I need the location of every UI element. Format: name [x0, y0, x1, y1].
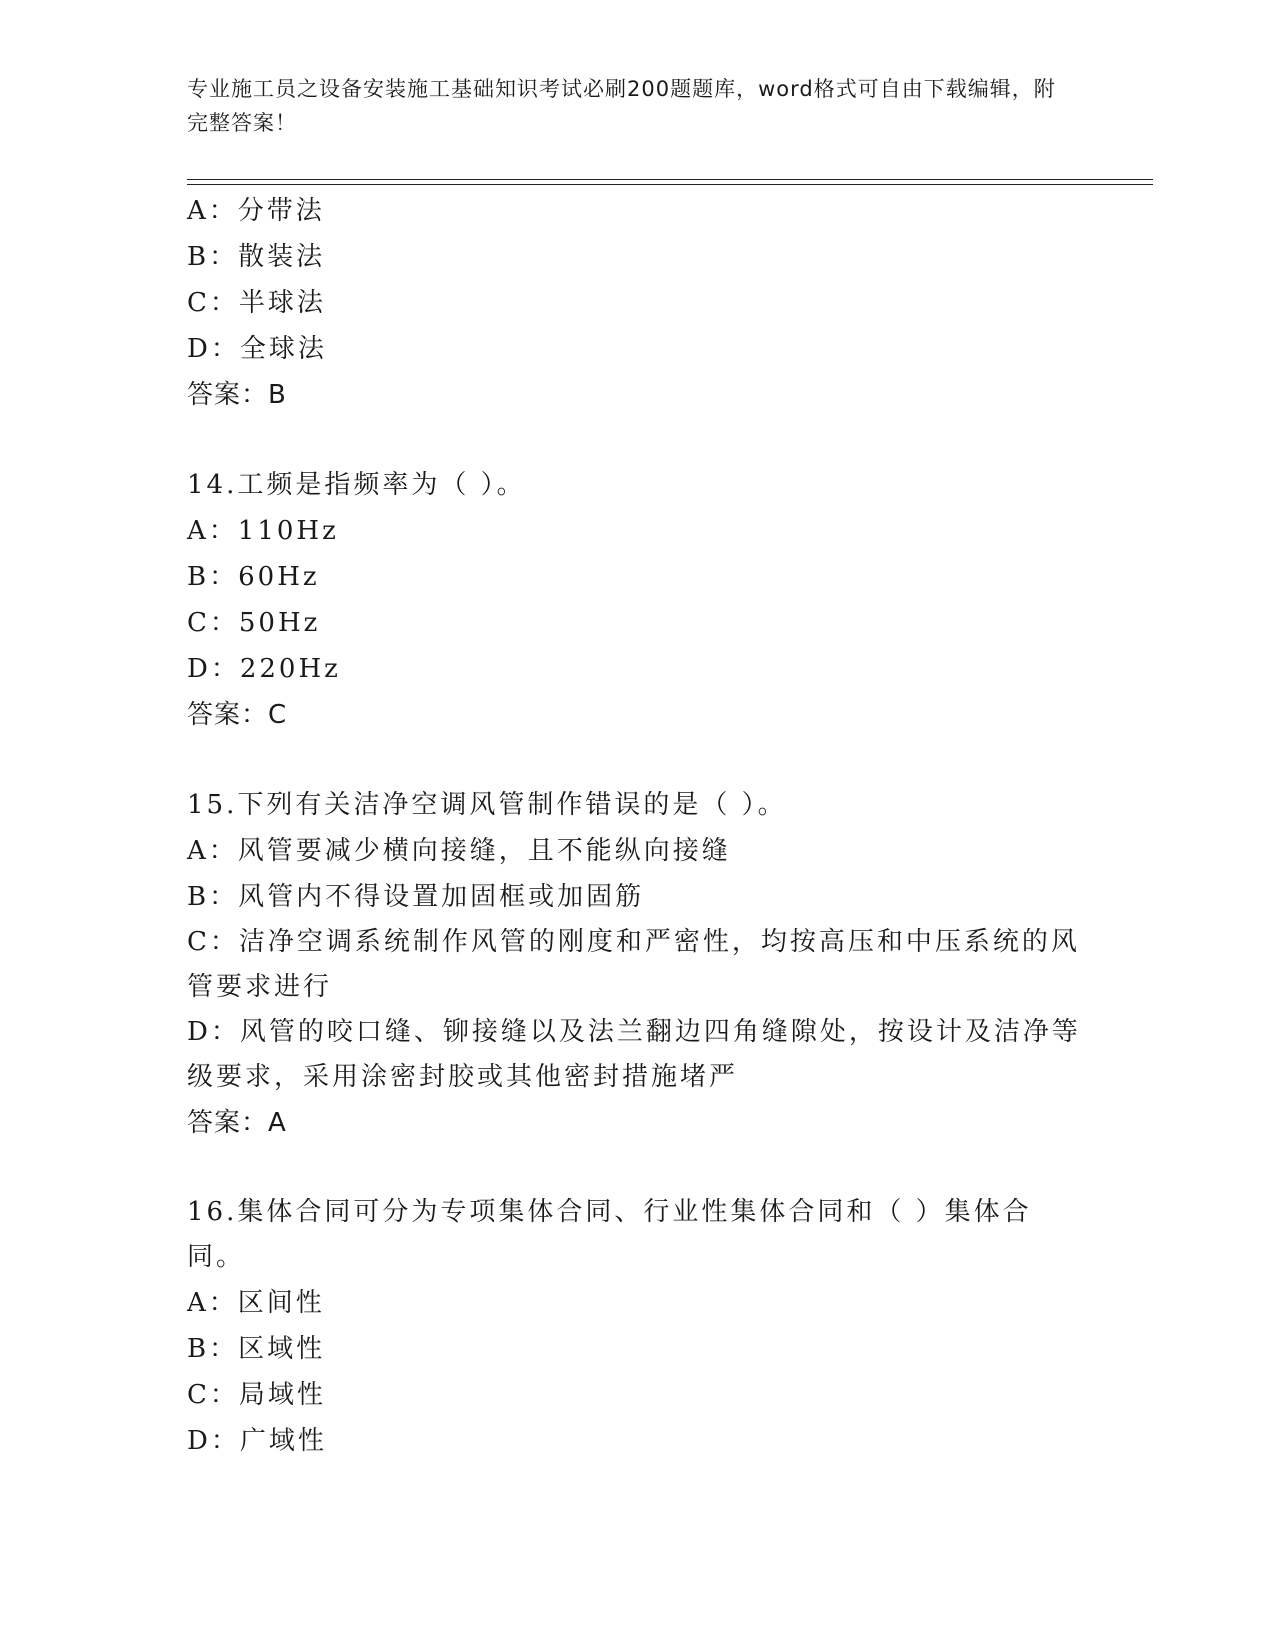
question-16	[187, 1190, 1087, 1464]
answer: 答案：C	[187, 700, 288, 730]
option-b: B：风管内不得设置加固框或加固筋	[187, 882, 645, 912]
option-a: A：分带法	[187, 196, 325, 226]
spacer	[187, 738, 1087, 782]
question-13-tail	[187, 188, 1087, 418]
option-a: A：风管要减少横向接缝，且不能纵向接缝	[187, 836, 731, 866]
header-divider-bottom	[187, 184, 1153, 185]
option-c: C：50Hz	[187, 608, 321, 638]
option-d: D：全球法	[187, 334, 327, 364]
question-stem: 14.工频是指频率为（ ）。	[187, 470, 526, 500]
question-14	[187, 462, 1087, 738]
document-header: 专业施工员之设备安装施工基础知识考试必刷200题题库，word格式可自由下载编辑，附完整答案！	[187, 77, 1056, 135]
answer: 答案：A	[187, 1108, 287, 1138]
option-b: B：区域性	[187, 1334, 326, 1364]
option-c: C：半球法	[187, 288, 326, 318]
spacer	[187, 1146, 1087, 1190]
spacer	[187, 418, 1087, 462]
option-d: D：220Hz	[187, 654, 341, 684]
question-stem: 15.下列有关洁净空调风管制作错误的是（ ）。	[187, 790, 787, 820]
option-a: A：110Hz	[187, 516, 339, 546]
option-d: D：广域性	[187, 1426, 327, 1456]
option-b: B：60Hz	[187, 562, 320, 592]
option-c: C：局域性	[187, 1380, 326, 1410]
question-stem: 16.集体合同可分为专项集体合同、行业性集体合同和（ ）集体合同。	[187, 1197, 1032, 1272]
header-divider-top	[187, 179, 1153, 180]
option-b: B：散装法	[187, 242, 326, 272]
question-content	[187, 188, 1087, 1464]
question-15	[187, 782, 1087, 1146]
option-d: D：风管的咬口缝、铆接缝以及法兰翻边四角缝隙处，按设计及洁净等级要求，采用涂密封胶或其他密封措施堵严	[187, 1017, 1081, 1092]
answer: 答案：B	[187, 380, 287, 410]
option-c: C：洁净空调系统制作风管的刚度和严密性，均按高压和中压系统的风管要求进行	[187, 927, 1080, 1002]
option-a: A：区间性	[187, 1288, 325, 1318]
